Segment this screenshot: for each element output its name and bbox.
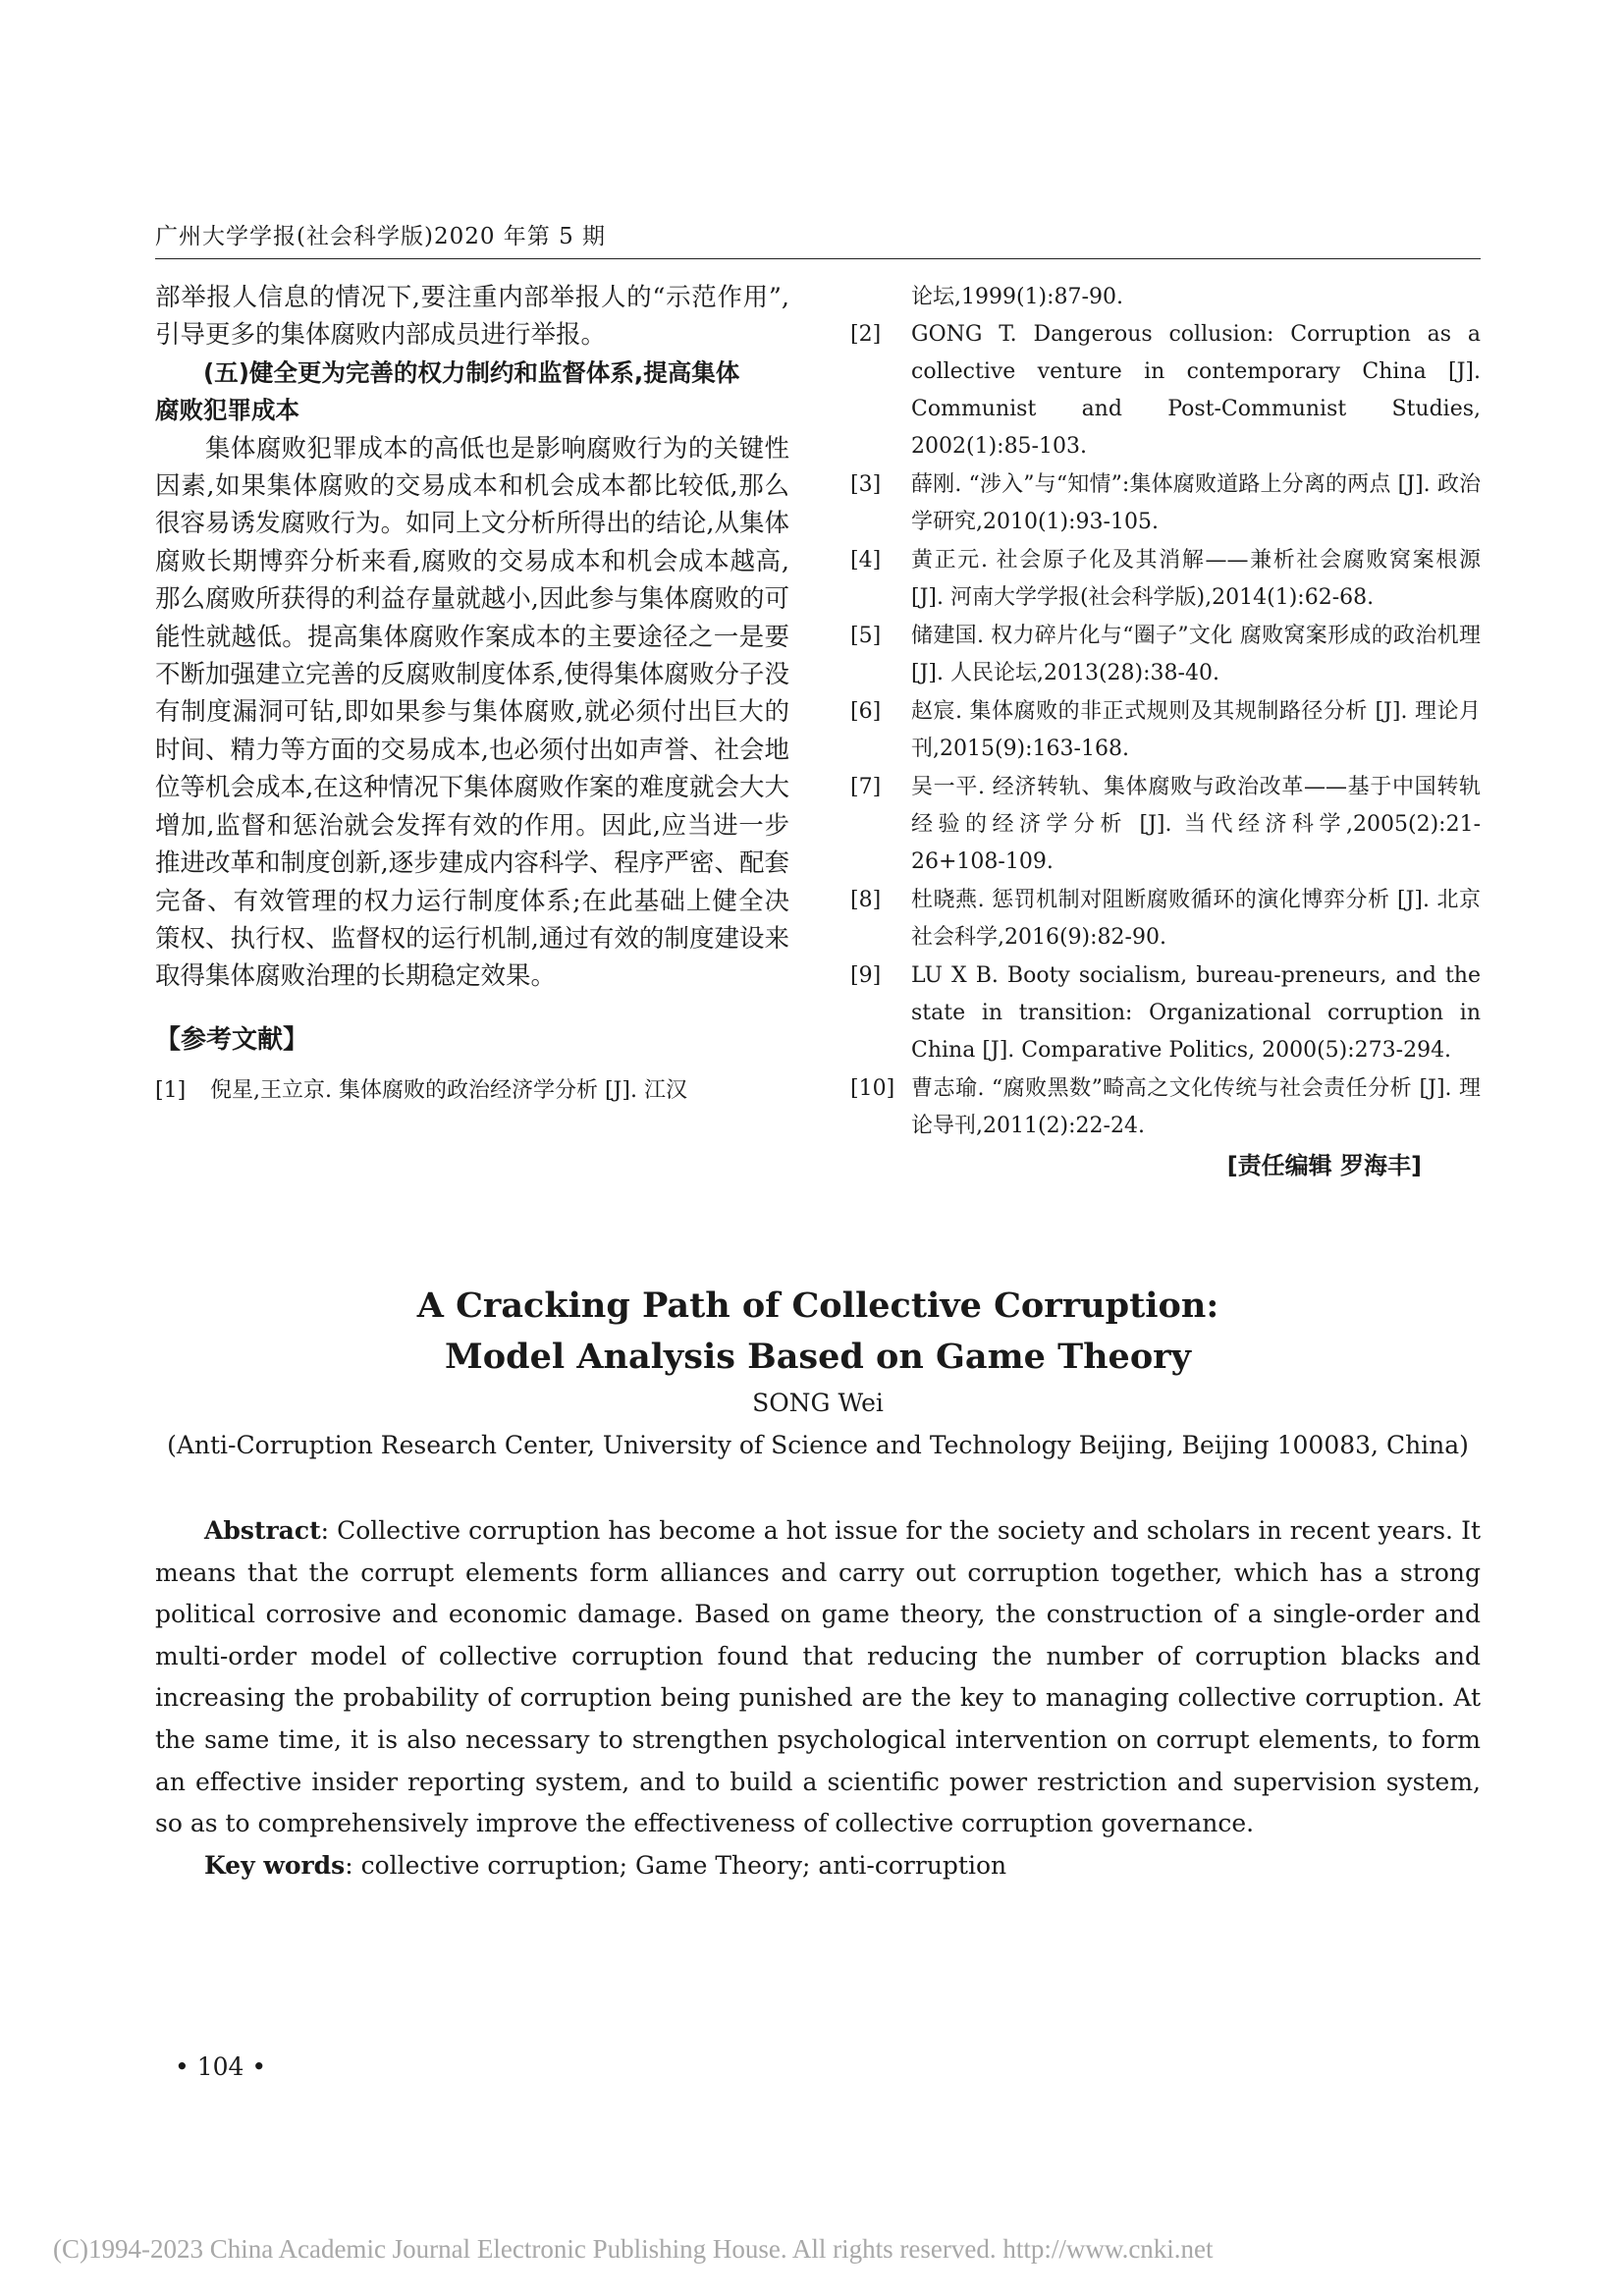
paragraph: 集体腐败犯罪成本的高低也是影响腐败行为的关键性因素,如果集体腐败的交易成本和机会成本都比较低,那么很容易诱发腐败行为。如同上文分析所得出的结论,从集体腐败长期博弈分析来看,腐败的交易成本和机会成本越高,那么腐败所获得的利益存量就越小,因此参与集体腐败的可能性就越低。提高集体腐败作案成本的主要途径之一是要不断加强建立完善的反腐败制度体系,使得集体腐败分子没有制度漏洞可钻,即如果参与集体腐败,就必须付出巨大的时间、精力等方面的交易成本,也必须付出如声誉、社会地位等机会成本,在这种情况下集体腐败作案的难度就会大大增加,监督和惩治就会发挥有效的作用。因此,应当进一步推进改革和制度创新,逐步建成内容科学、程序严密、配套完备、有效管理的权力运行制度体系;在此基础上健全决策权、执行权、监督权的运行机制,通过有效的制度建设来取得集体腐败治理的长期稳定效果。 (155, 433, 789, 992)
paragraph: 部举报人信息的情况下,要注重内部举报人的“示范作用”,引导更多的集体腐败内部成员进行举报。 (155, 283, 789, 351)
abstract-text: : Collective corruption has become a hot issue for the society and scholars in recent years. It means that the corrupt elements form alliances and carry out corruption together, which has a strong political corrosive and economic damage. Based on game theory, the construction of a single-order and multi-order model of collective corruption found that reducing the number of corruption blacks and increasing the probability of corruption being punished are the key to managing collective corruption. At the same time, it is also necessary to strengthen psychological intervention on corrupt elements, to form an effective insider reporting system, and to build a scientific power restriction and supervision system, so as to comprehensively improve the effectiveness of collective corruption governance. (155, 1516, 1481, 1838)
copyright-watermark: (C)1994-2023 China Academic Journal Electronic Publishing House. All rights reserved. http://www.cnki.net (53, 2234, 1214, 2264)
reference-text: GONG T. Dangerous collusion: Corruption as a collective venture in contemporary China [J]. Communist and Post-Communist Studies, 2002(1):85-103. (911, 322, 1481, 459)
section-heading-continued: 腐败犯罪成本 (155, 396, 299, 425)
keywords-paragraph (155, 1845, 1481, 1887)
reference-item (850, 882, 1481, 957)
reference-number: [4] (850, 548, 882, 573)
reference-text: 储建国. 权力碎片化与“圈子”文化 腐败窝案形成的政治机理 [J]. 人民论坛,2013(28):38-40. (911, 624, 1481, 685)
keywords-text: : collective corruption; Game Theory; anti-corruption (345, 1850, 1007, 1880)
responsible-editor: [责任编辑 罗海丰] (1226, 1152, 1422, 1179)
reference-number: [10] (850, 1076, 895, 1101)
reference-item (155, 1072, 789, 1110)
reference-item (850, 466, 1481, 541)
abstract-paragraph (155, 1510, 1481, 1845)
section-heading: (五)健全更为完善的权力制约和监督体系,提高集体 (203, 357, 740, 387)
reference-item (850, 693, 1481, 768)
abstract-label: Abstract (204, 1516, 321, 1545)
page-number: • 104 • (175, 2052, 267, 2081)
reference-number: [7] (850, 775, 882, 799)
right-column (850, 279, 1481, 1184)
reference-item (850, 316, 1481, 465)
reference-item (850, 957, 1481, 1069)
reference-text: 杜晓燕. 惩罚机制对阻断腐败循环的演化博弈分析 [J]. 北京社会科学,2016(9):82-90. (911, 888, 1481, 950)
reference-text: 曹志瑜. “腐败黑数”畸高之文化传统与社会责任分析 [J]. 理论导刊,2011(2):22-24. (911, 1076, 1481, 1138)
reference-text: 黄正元. 社会原子化及其消解——兼析社会腐败窝案根源 [J]. 河南大学学报(社会科学版),2014(1):62-68. (911, 548, 1481, 610)
reference-number: [1] (155, 1078, 187, 1104)
reference-item (850, 618, 1481, 692)
reference-number: [9] (850, 963, 882, 988)
left-column (155, 279, 789, 1110)
reference-text: 赵宸. 集体腐败的非正式规则及其规制路径分析 [J]. 理论月刊,2015(9):163-168. (911, 699, 1481, 761)
english-author: SONG Wei (752, 1389, 884, 1417)
reference-text: 倪星,王立京. 集体腐败的政治经济学分析 [J]. 江汉 (210, 1078, 687, 1104)
reference-item (850, 1070, 1481, 1145)
english-title-line: Model Analysis Based on Game Theory (445, 1337, 1191, 1377)
english-abstract (155, 1510, 1481, 1886)
reference-text: 吴一平. 经济转轨、集体腐败与政治改革——基于中国转轨经验的经济学分析 [J]. 当代经济科学,2005(2):21-26+108-109. (911, 775, 1481, 874)
english-affiliation: (Anti-Corruption Research Center, University of Science and Technology Beijing, Beijing 100083, China) (167, 1431, 1469, 1459)
reference-item (850, 542, 1481, 617)
reference-number: [6] (850, 699, 882, 724)
references-heading: 【参考文献】 (155, 1024, 309, 1055)
reference-number: [2] (850, 322, 882, 347)
running-header: 广州大学学报(社会科学版)2020 年第 5 期 (155, 218, 1481, 259)
reference-continuation: 论坛,1999(1):87-90. (911, 285, 1123, 309)
keywords-label: Key words (204, 1850, 346, 1880)
reference-number: [3] (850, 472, 882, 497)
english-title (155, 1281, 1481, 1383)
reference-item (850, 769, 1481, 881)
reference-number: [5] (850, 624, 882, 648)
reference-number: [8] (850, 888, 882, 912)
english-title-line: A Cracking Path of Collective Corruption: (416, 1285, 1219, 1326)
reference-text: 薛刚. “涉入”与“知情”:集体腐败道路上分离的两点 [J]. 政治学研究,2010(1):93-105. (911, 472, 1481, 534)
reference-text: LU X B. Booty socialism, bureau-preneurs, and the state in transition: Organizational corruption in China [J]. Comparative Politics, 2000(5):273-294. (911, 963, 1481, 1063)
